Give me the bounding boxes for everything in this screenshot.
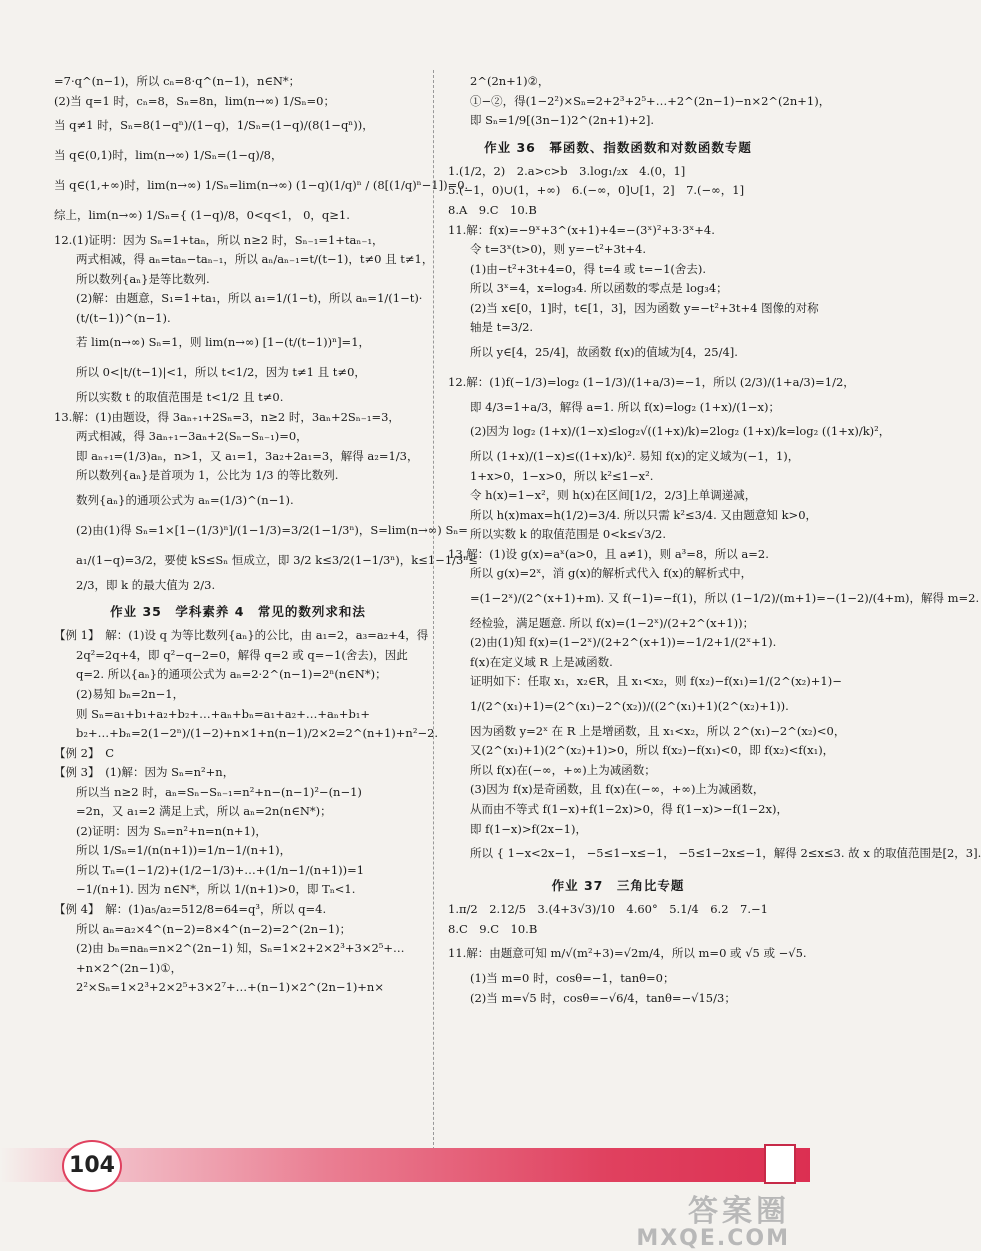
column-divider bbox=[433, 70, 434, 1160]
text-line: 12.解：(1)f(−1/3)=log₂ (1−1/3)/(1+a/3)=−1，所以 (2/3)/(1+a/3)=1/2， bbox=[448, 374, 855, 389]
text-line: 若 lim(n→∞) Sₙ=1，则 lim(n→∞) [1−(t/(t−1))ⁿ]=1， bbox=[76, 335, 371, 350]
text-line: (2)由(1)知 f(x)=(1−2ˣ)/(2+2^(x+1))=−1/2+1/(2ˣ+1). bbox=[470, 635, 777, 650]
text-line: 【例 2】 C bbox=[54, 745, 115, 760]
text-line: 所以 aₙ=a₂×4^(n−2)=8×4^(n−2)=2^(2n−1)； bbox=[76, 921, 352, 936]
text-line: 12.(1)证明：因为 Sₙ=1+taₙ，所以 n≥2 时，Sₙ₋₁=1+taₙ₋₁， bbox=[54, 232, 384, 247]
text-line: 当 q≠1 时，Sₙ=8(1−qⁿ)/(1−q)，1/Sₙ=(1−q)/(8(1−qⁿ))， bbox=[54, 118, 374, 133]
text-line: −1/(n+1). 因为 n∈N*，所以 1/(n+1)>0，即 Tₙ<1. bbox=[76, 882, 356, 897]
text-line: (2)由 bₙ=naₙ=n×2^(2n−1) 知，Sₙ=1×2+2×2³+3×2⁵+… bbox=[76, 941, 405, 956]
text-line: (3)因为 f(x)是奇函数，且 f(x)在(−∞，+∞)上为减函数， bbox=[470, 782, 765, 797]
text-line: 11.解：f(x)=−9ˣ+3^(x+1)+4=−(3ˣ)²+3·3ˣ+4. bbox=[448, 222, 715, 237]
text-line: 所以 g(x)=2ˣ，消 g(x)的解析式代入 f(x)的解析式中， bbox=[470, 566, 753, 581]
text-line: (2)当 q=1 时，cₙ=8，Sₙ=8n，lim(n→∞) 1/Sₙ=0； bbox=[54, 93, 336, 108]
text-line: 8.A 9.C 10.B bbox=[448, 202, 537, 217]
text-line: 轴是 t=3/2. bbox=[470, 320, 534, 335]
section-title-36: 作业 36 幂函数、指数函数和对数函数专题 bbox=[484, 139, 752, 155]
watermark bbox=[636, 1186, 790, 1251]
text-line: f(x)在定义域 R 上是减函数. bbox=[470, 654, 613, 669]
text-line: 5.(−1，0)∪(1，+∞) 6.(−∞，0]∪[1，2] 7.(−∞，1] bbox=[448, 183, 745, 198]
page-number: 104 bbox=[62, 1140, 122, 1192]
right-column bbox=[448, 72, 981, 1008]
text-line: 因为函数 y=2ˣ 在 R 上是增函数，且 x₁<x₂，所以 2^(x₁)−2^(x₂)<0， bbox=[470, 723, 846, 738]
text-line: 1.(1/2，2) 2.a>c>b 3.log₁/₂x 4.(0，1] bbox=[448, 163, 686, 178]
section-title-35: 作业 35 学科素养 4 常见的数列求和法 bbox=[110, 604, 366, 620]
text-line: 所以 (1+x)/(1−x)≤((1+x)/k)². 易知 f(x)的定义域为(−1，1)， bbox=[470, 449, 800, 464]
text-line: 【例 1】 解：(1)设 q 为等比数列{aₙ}的公比，由 a₁=2，a₃=a₂+4，得 bbox=[54, 628, 429, 643]
text-line: 所以 0<|t/(t−1)|<1，所以 t<1/2，因为 t≠1 且 t≠0， bbox=[76, 365, 366, 380]
text-line: 8.C 9.C 10.B bbox=[448, 921, 538, 936]
text-line: 令 t=3ˣ(t>0)，则 y=−t²+3t+4. bbox=[470, 242, 646, 257]
text-line: 【例 3】 (1)解：因为 Sₙ=n²+n， bbox=[54, 765, 235, 780]
text-line: 所以数列{aₙ}是等比数列. bbox=[76, 271, 210, 286]
text-line: 证明如下：任取 x₁，x₂∈R，且 x₁<x₂，则 f(x₂)−f(x₁)=1/(2^(x₂)+1)− bbox=[470, 674, 842, 689]
text-line: =(1−2ˣ)/(2^(x+1)+m). 又 f(−1)=−f(1)，所以 (1−1/2)/(m+1)=−(1−2)/(4+m)，解得 m=2. bbox=[470, 590, 980, 605]
text-line: (t/(t−1))^(n−1). bbox=[76, 310, 171, 325]
text-line: ①−②，得(1−2²)×Sₙ=2+2³+2⁵+…+2^(2n−1)−n×2^(2n+1)， bbox=[470, 93, 831, 108]
section-title-37: 作业 37 三角比专题 bbox=[551, 878, 685, 893]
text-line: q=2. 所以{aₙ}的通项公式为 aₙ=2·2^(n−1)=2ⁿ(n∈N*)； bbox=[76, 667, 387, 682]
watermark-logo-text: 答案圈 bbox=[688, 1194, 790, 1229]
text-line: 1.π/2 2.12/5 3.(4+3√3)/10 4.60° 5.1/4 6.2 7.−1 bbox=[448, 902, 768, 917]
text-line: 2q²=2q+4，即 q²−q−2=0，解得 q=2 或 q=−1(舍去)，因此 bbox=[76, 647, 408, 662]
text-line: 2/3，即 k 的最大值为 2/3. bbox=[76, 577, 216, 592]
text-line: 令 h(x)=1−x²，则 h(x)在区间[1/2，2/3]上单调递减， bbox=[470, 488, 757, 503]
text-line: 所以当 n≥2 时，aₙ=Sₙ−Sₙ₋₁=n²+n−(n−1)²−(n−1) bbox=[76, 784, 362, 799]
text-line: =7·q^(n−1)，所以 cₙ=8·q^(n−1)，n∈N*； bbox=[54, 74, 301, 88]
watermark-url: MXQE.COM bbox=[636, 1226, 790, 1251]
text-line: 综上，lim(n→∞) 1/Sₙ={ (1−q)/8，0<q<1， 0，q≥1. bbox=[54, 207, 350, 222]
text-line: 所以 1/Sₙ=1/(n(n+1))=1/n−1/(n+1)， bbox=[76, 843, 292, 858]
text-line: 1/(2^(x₁)+1)=(2^(x₁)−2^(x₂))/((2^(x₁)+1)(2^(x₂)+1)). bbox=[470, 698, 789, 713]
text-line: a₁/(1−q)=3/2，要使 kS≤Sₙ 恒成立，即 3/2 k≤3/2(1−1/3ⁿ)，k≤1−1/3ⁿ≤ bbox=[76, 552, 478, 567]
text-line: 又(2^(x₁)+1)(2^(x₂)+1)>0，所以 f(x₂)−f(x₁)<0，即 f(x₂)<f(x₁)， bbox=[470, 743, 835, 758]
text-line: 则 Sₙ=a₁+b₁+a₂+b₂+…+aₙ+bₙ=a₁+a₂+…+aₙ+b₁+ bbox=[76, 706, 371, 721]
text-line: 1+x>0，1−x>0，所以 k²≤1−x². bbox=[470, 468, 654, 483]
left-column bbox=[54, 72, 478, 998]
text-line: 2²×Sₙ=1×2³+2×2⁵+3×2⁷+…+(n−1)×2^(2n−1)+n× bbox=[76, 980, 384, 995]
text-line: 从而由不等式 f(1−x)+f(1−2x)>0，得 f(1−x)>−f(1−2x)， bbox=[470, 802, 788, 817]
text-line: 所以 f(x)在(−∞，+∞)上为减函数； bbox=[470, 762, 656, 777]
text-line: 所以 h(x)max=h(1/2)=3/4. 所以只需 k²≤3/4. 又由题意知 k>0， bbox=[470, 507, 818, 522]
text-line: (1)由−t²+3t+4=0，得 t=4 或 t=−1(舍去). bbox=[470, 261, 707, 276]
text-line: (2)证明：因为 Sₙ=n²+n=n(n+1)， bbox=[76, 823, 267, 838]
text-line: 两式相减，得 3aₙ₊₁−3aₙ+2(Sₙ−Sₙ₋₁)=0， bbox=[76, 429, 308, 444]
text-line: 当 q∈(0,1)时，lim(n→∞) 1/Sₙ=(1−q)/8， bbox=[54, 147, 283, 162]
text-line: 所以数列{aₙ}是首项为 1，公比为 1/3 的等比数列. bbox=[76, 468, 339, 483]
text-line: 即 aₙ₊₁=(1/3)aₙ，n>1，又 a₁=1，3a₂+2a₁=3，解得 a₂=1/3， bbox=[76, 448, 419, 463]
corner-box-icon bbox=[764, 1144, 796, 1184]
text-line: 所以 y∈[4，25/4]，故函数 f(x)的值域为[4，25/4]. bbox=[470, 344, 738, 359]
text-line: 即 4/3=1+a/3，解得 a=1. 所以 f(x)=log₂ (1+x)/(1−x)； bbox=[470, 399, 781, 414]
text-line: 所以 { 1−x<2x−1， −5≤1−x≤−1， −5≤1−2x≤−1，解得 2≤x≤3. 故 x 的取值范围是[2，3]. bbox=[470, 846, 981, 861]
text-line: 即 f(1−x)>f(2x−1)， bbox=[470, 821, 587, 836]
text-line: 两式相减，得 aₙ=taₙ−taₙ₋₁，所以 aₙ/aₙ₋₁=t/(t−1)，t≠0 且 t≠1， bbox=[76, 252, 434, 267]
text-line: (2)当 m=√5 时，cosθ=−√6/4，tanθ=−√15/3； bbox=[470, 990, 736, 1005]
text-line: 所以实数 t 的取值范围是 t<1/2 且 t≠0. bbox=[76, 390, 284, 405]
text-line: (1)当 m=0 时，cosθ=−1，tanθ=0； bbox=[470, 971, 675, 986]
text-line: 数列{aₙ}的通项公式为 aₙ=(1/3)^(n−1). bbox=[76, 492, 294, 507]
text-line: 当 q∈(1,+∞)时，lim(n→∞) 1/Sₙ=lim(n→∞) (1−q)(1/q)ⁿ / (8[(1/q)ⁿ−1])=0. bbox=[54, 177, 469, 192]
text-line: +n×2^(2n−1)①， bbox=[76, 960, 183, 975]
text-line: 所以 3ˣ=4，x=log₃4. 所以函数的零点是 log₃4； bbox=[470, 281, 728, 296]
text-line: 11.解：由题意可知 m/√(m²+3)=√2m/4，所以 m=0 或 √5 或 −√5. bbox=[448, 946, 807, 961]
text-line: 即 Sₙ=1/9[(3n−1)2^(2n+1)+2]. bbox=[470, 113, 654, 128]
text-line: 13.解：(1)设 g(x)=aˣ(a>0，且 a≠1)，则 a³=8，所以 a=2. bbox=[448, 546, 769, 561]
text-line: (2)易知 bₙ=2n−1， bbox=[76, 687, 185, 702]
text-line: b₂+…+bₙ=2(1−2ⁿ)/(1−2)+n×1+n(n−1)/2×2=2^(n+1)+n²−2. bbox=[76, 726, 439, 741]
text-line: 所以 Tₙ=(1−1/2)+(1/2−1/3)+…+(1/n−1/(n+1))=1 bbox=[76, 862, 365, 877]
text-line: (2)由(1)得 Sₙ=1×[1−(1/3)ⁿ]/(1−1/3)=3/2(1−1/3ⁿ)，S=lim(n→∞) Sₙ= bbox=[76, 522, 468, 537]
text-line: 2^(2n+1)②， bbox=[470, 74, 550, 88]
text-line: 13.解：(1)由题设，得 3aₙ₊₁+2Sₙ=3，n≥2 时，3aₙ+2Sₙ₋₁=3， bbox=[54, 409, 400, 424]
text-line: (2)当 x∈[0，1]时，t∈[1，3]，因为函数 y=−t²+3t+4 图像的对称 bbox=[470, 300, 819, 315]
text-line: 所以实数 k 的取值范围是 0<k≤√3/2. bbox=[470, 527, 666, 542]
text-line: (2)因为 log₂ (1+x)/(1−x)≤log₂√((1+x)/k)=2log₂ (1+x)/k=log₂ ((1+x)/k)²， bbox=[470, 424, 891, 439]
text-line: 【例 4】 解：(1)a₅/a₂=512/8=64=q³，所以 q=4. bbox=[54, 902, 327, 917]
text-line: =2n，又 a₁=2 满足上式，所以 aₙ=2n(n∈N*)； bbox=[76, 804, 332, 819]
text-line: 经检验，满足题意. 所以 f(x)=(1−2ˣ)/(2+2^(x+1))； bbox=[470, 615, 755, 630]
text-line: (2)解：由题意，S₁=1+ta₁，所以 a₁=1/(1−t)，所以 aₙ=1/(1−t)· bbox=[76, 291, 423, 306]
